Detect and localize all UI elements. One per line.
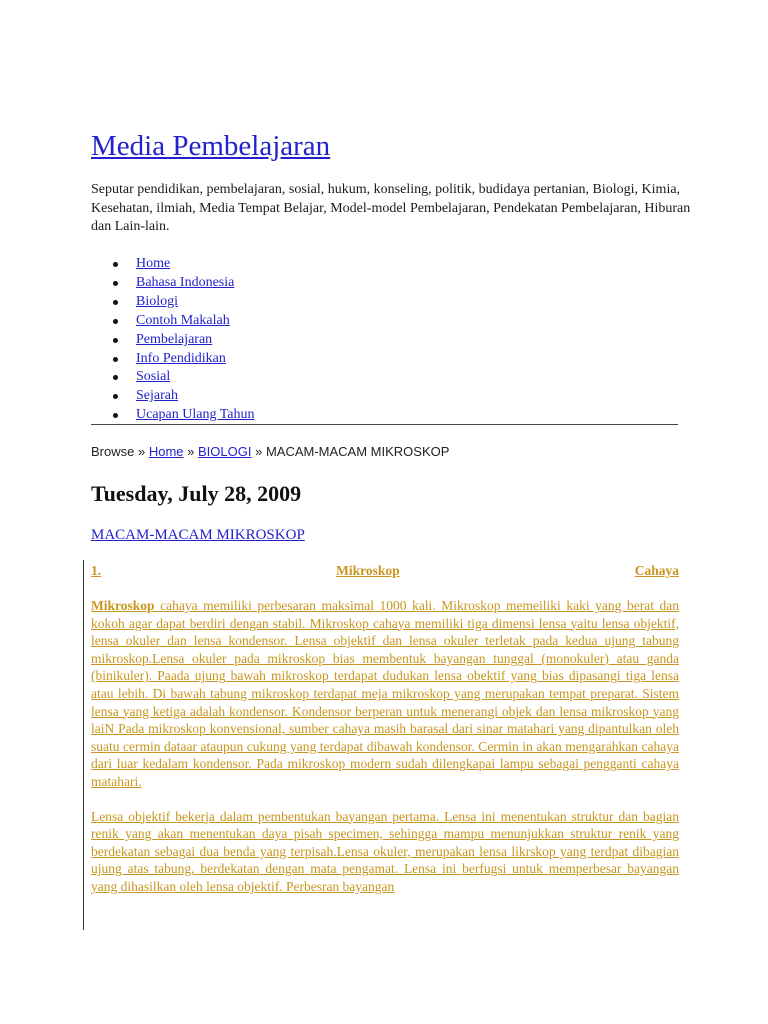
divider: [91, 424, 678, 425]
nav-link-ucapan-ulang-tahun[interactable]: Ucapan Ulang Tahun: [136, 407, 255, 423]
bullet-icon: [113, 262, 118, 267]
bullet-icon: [113, 394, 118, 399]
bullet-icon: [113, 357, 118, 362]
paragraph-1-lead: Mikroskop: [91, 598, 155, 613]
breadcrumb-home-link[interactable]: Home: [148, 444, 184, 459]
site-description: Seputar pendidikan, pembelajaran, sosial, hukum, konseling, politik, budidaya pertanian, Biologi, Kimia, Kesehatan, ilmiah, Media Tempat Belajar, Model-model Pembelajaran, Pendekatan Pembelajaran, Hiburan dan Lain-lain.: [91, 182, 691, 234]
breadcrumb: [91, 443, 449, 461]
nav-item-bahasa-indonesia: [91, 274, 255, 293]
nav-link-contoh-makalah[interactable]: Contoh Makalah: [136, 312, 230, 328]
breadcrumb-category-link[interactable]: BIOLOGI: [198, 444, 252, 459]
breadcrumb-current: MACAM-MACAM MIKROSKOP: [265, 444, 450, 459]
bullet-icon: [113, 338, 118, 343]
section-number: 1.: [91, 563, 102, 578]
nav-item-sejarah: [91, 387, 255, 406]
nav-link-bahasa-indonesia[interactable]: Bahasa Indonesia: [136, 274, 235, 290]
nav-menu: [91, 255, 255, 425]
post-title[interactable]: MACAM-MACAM MIKROSKOP: [91, 527, 305, 543]
post-body: [83, 560, 679, 930]
bullet-icon: [113, 413, 118, 418]
nav-item-home: [91, 255, 255, 274]
post-date: Tuesday, July 28, 2009: [91, 481, 302, 506]
nav-item-info-pendidikan: [91, 350, 255, 369]
nav-item-contoh-makalah: [91, 312, 255, 331]
nav-link-info-pendidikan[interactable]: Info Pendidikan: [136, 350, 226, 366]
nav-item-sosial: [91, 368, 255, 387]
section-word-cahaya: Cahaya: [634, 563, 679, 578]
breadcrumb-separator: »: [255, 444, 263, 459]
paragraph-2: Lensa objektif bekerja dalam pembentukan bayangan pertama. Lensa ini menentukan struktur dan bagian renik yang akan menentukan daya pisah specimen, sehingga mampu menunjukkan struktur renik yang berdekatan sebagai dua benda yang terpisah.Lensa okuler, merupakan lensa likrskop yang terdpat dibagian ujung atas tabung, berdekatan dengan mata pengamat. Lensa ini berfugsi untuk memperbesar bayangan yang dihasilkan oleh lensa objektif. Perbesran bayangan: [91, 808, 679, 894]
paragraph-1: [91, 597, 679, 791]
breadcrumb-prefix: Browse »: [91, 444, 146, 459]
nav-item-pembelajaran: [91, 331, 255, 350]
bullet-icon: [113, 375, 118, 380]
nav-link-biologi[interactable]: Biologi: [136, 293, 179, 309]
nav-link-home[interactable]: Home: [136, 256, 171, 271]
breadcrumb-separator: »: [187, 444, 195, 459]
bullet-icon: [113, 319, 118, 324]
nav-item-ucapan-ulang-tahun: [91, 406, 255, 425]
bullet-icon: [113, 281, 118, 286]
section-heading: [91, 562, 679, 580]
nav-link-sejarah[interactable]: Sejarah: [136, 388, 178, 404]
site-title[interactable]: Media Pembelajaran: [91, 130, 331, 162]
nav-link-sosial[interactable]: Sosial: [136, 369, 171, 385]
paragraph-1-text: cahaya memiliki perbesaran maksimal 1000 kali. Mikroskop memeiliki kaki yang berat dan kokoh agar dapat berdiri dengan stabil. Mikroskop cahaya memiliki tiga dimensi lensa yaitu lensa objektif, lensa okuler dan lensa kondensor. Lensa objektif dan lensa okuler terletak pada kedua ujung tabung mikroskop.Lensa okuler pada mikroskop bias membentuk bayangan tunggal (monokuler) atau ganda (binikuler). Paada ujung bawah mikroskop terdapat dudukan lensa obektif yang bias dipasangi tiga lensa atau lebih. Di bawah tabung mikroskop terdapat meja mikroskop yang merupakan tempat preparat. Sistem lensa yang ketiga adalah kondensor. Kondensor berperan untuk menerangi objek dan lensa mikroskop yang laiN Pada mikroskop konvensional, sumber cahaya masih barasal dari sinar matahari yang dipantulkan oleh suatu cermin dataar ataupun cukung yang terdapat dibawah kondensor. Cermin in akan mengarahkan cahaya dari luar kedalam kondensor. Pada mikroskop modern sudah dilengkapai lampu sebagai pengganti cahaya matahari.: [91, 598, 679, 789]
nav-link-pembelajaran[interactable]: Pembelajaran: [136, 331, 213, 347]
section-word-mikroskop: Mikroskop: [336, 563, 400, 578]
bullet-icon: [113, 300, 118, 305]
nav-item-biologi: [91, 293, 255, 312]
